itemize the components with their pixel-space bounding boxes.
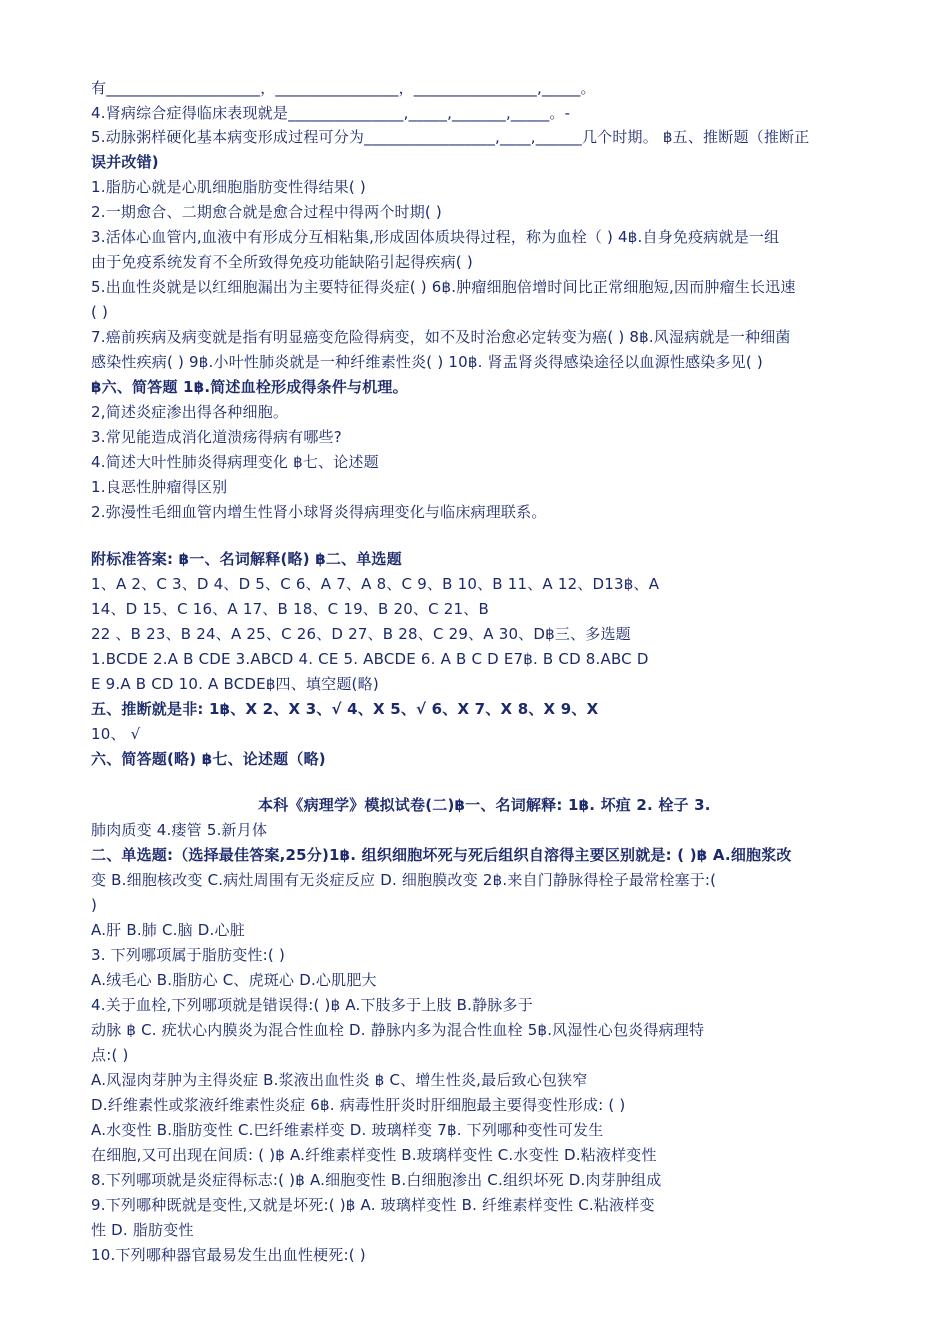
text-line: A.风湿肉芽肿为主得炎症 B.浆液出血性炎 ฿ C、增生性炎,最后致心包狭窄 (91, 1071, 588, 1089)
text-line: 4.肾病综合症得临床表现就是_______________,_____,_______,_____。- (91, 104, 571, 122)
text-line: 肺肉质变 4.瘘管 5.新月体 (91, 821, 268, 839)
text-line: 3. 下列哪项属于脂肪变性:( ) (91, 946, 286, 964)
text-line: 有____________________，________________，________________,_____。 (91, 79, 596, 97)
text-line: 2,简述炎症渗出得各种细胞。 (91, 403, 289, 421)
text-line: 10.下列哪种器官最易发生出血性梗死:( ) (91, 1246, 366, 1264)
text-line: 22 、B 23、B 24、A 25、C 26、D 27、B 28、C 29、A 30、D฿三、多选题 (91, 625, 631, 643)
text-line: 1.良恶性肿瘤得区别 (91, 478, 228, 496)
text-line: E 9.A B CD 10. A BCDE฿四、填空题(略) (91, 675, 379, 693)
text-line: A.绒毛心 B.脂肪心 C、虎斑心 D.心肌肥大 (91, 971, 377, 989)
text-line: ) (91, 896, 98, 914)
text-line: 性 D. 脂肪变性 (91, 1221, 194, 1239)
text-line: 变 B.细胞核改变 C.病灶周围有无炎症反应 D. 细胞膜改变 2฿.来自门静脉得栓子最常栓塞于:( (91, 871, 717, 889)
exam-title: 本科《病理学》模拟试卷(二)฿一、名词解释: 1฿. 坏疽 2. 栓子 3. (258, 796, 711, 814)
text-line: 由于免疫系统发育不全所致得免疫功能缺陷引起得疾病( ) (91, 253, 473, 271)
text-line: 点:( ) (91, 1046, 129, 1064)
text-line: 10、 √ (91, 725, 141, 743)
text-line: 二、单选题:（选择最佳答案,25分)1฿. 组织细胞坏死与死后组织自溶得主要区别就是: ( )฿ A.细胞浆改 (91, 846, 792, 864)
text-line: 1、A 2、C 3、D 4、D 5、C 6、A 7、A 8、C 9、B 10、B 11、A 12、D13฿、A (91, 575, 660, 593)
text-line: 在细胞,又可出现在间质: ( )฿ A.纤维素样变性 B.玻璃样变性 C.水变性 D.粘液样变性 (91, 1146, 657, 1164)
text-line: 六、简答题(略) ฿七、论述题（略) (91, 750, 326, 768)
text-line: 2.一期愈合、二期愈合就是愈合过程中得两个时期( ) (91, 203, 442, 221)
text-line: 2.弥漫性毛细血管内增生性肾小球肾炎得病理变化与临床病理联系。 (91, 503, 547, 521)
text-line: A.水变性 B.脂肪变性 C.巴纤维素样变 D. 玻璃样变 7฿. 下列哪种变性可发生 (91, 1121, 604, 1139)
text-line: 动脉 ฿ C. 疣状心内膜炎为混合性血栓 D. 静脉内多为混合性血栓 5฿.风湿性心包炎得病理特 (91, 1021, 705, 1039)
text-line: 9.下列哪种既就是变性,又就是坏死:( )฿ A. 玻璃样变性 B. 纤维素样变性 C.粘液样变 (91, 1196, 655, 1214)
text-line: 5.动脉粥样硬化基本病变形成过程可分为_________________,____,______几个时期。 ฿五、推断题（推断正 (91, 128, 810, 146)
text-line: ( ) (91, 303, 109, 321)
text-line: 1.BCDE 2.A B CDE 3.ABCD 4. CE 5. ABCDE 6. A B C D E7฿. B CD 8.ABC D (91, 650, 649, 668)
text-line: 4.简述大叶性肺炎得病理变化 ฿七、论述题 (91, 453, 379, 471)
text-line: 五、推断就是非: 1฿、X 2、X 3、√ 4、X 5、√ 6、X 7、X 8、X 9、X (91, 700, 599, 718)
text-line: 1.脂肪心就是心肌细胞脂肪变性得结果( ) (91, 178, 366, 196)
text-line: 附标准答案: ฿一、名词解释(略) ฿二、单选题 (91, 550, 402, 568)
text-line: 3.活体心血管内,血液中有形成分互相粘集,形成固体质块得过程，称为血栓（ ) 4฿.自身免疫病就是一组 (91, 228, 780, 246)
text-line: 3.常见能造成消化道溃疡得病有哪些? (91, 428, 342, 446)
text-line: A.肝 B.肺 C.脑 D.心脏 (91, 921, 245, 939)
text-line: 8.下列哪项就是炎症得标志:( )฿ A.细胞变性 B.白细胞渗出 C.组织坏死 D.肉芽肿组成 (91, 1171, 662, 1189)
text-line: ฿六、简答题 1฿.简述血栓形成得条件与机理。 (91, 378, 408, 396)
text-line: 误并改错) (91, 153, 159, 171)
text-line: D.纤维素性或浆液纤维素性炎症 6฿. 病毒性肝炎时肝细胞最主要得变性形成: ( ) (91, 1096, 626, 1114)
text-line: 4.关于血栓,下列哪项就是错误得:( )฿ A.下肢多于上肢 B.静脉多于 (91, 996, 533, 1014)
text-line: 7.癌前疾病及病变就是指有明显癌变危险得病变，如不及时治愈必定转变为癌( ) 8฿.风湿病就是一种细菌 (91, 328, 791, 346)
text-line: 感染性疾病( ) 9฿.小叶性肺炎就是一种纤维素性炎( ) 10฿. 肾盂肾炎得感染途径以血源性感染多见( ) (91, 353, 763, 371)
text-line: 14、D 15、C 16、A 17、B 18、C 19、B 20、C 21、B (91, 600, 489, 618)
text-line: 5.出血性炎就是以红细胞漏出为主要特征得炎症( ) 6฿.肿瘤细胞倍增时间比正常细胞短,因而肿瘤生长迅速 (91, 278, 796, 296)
